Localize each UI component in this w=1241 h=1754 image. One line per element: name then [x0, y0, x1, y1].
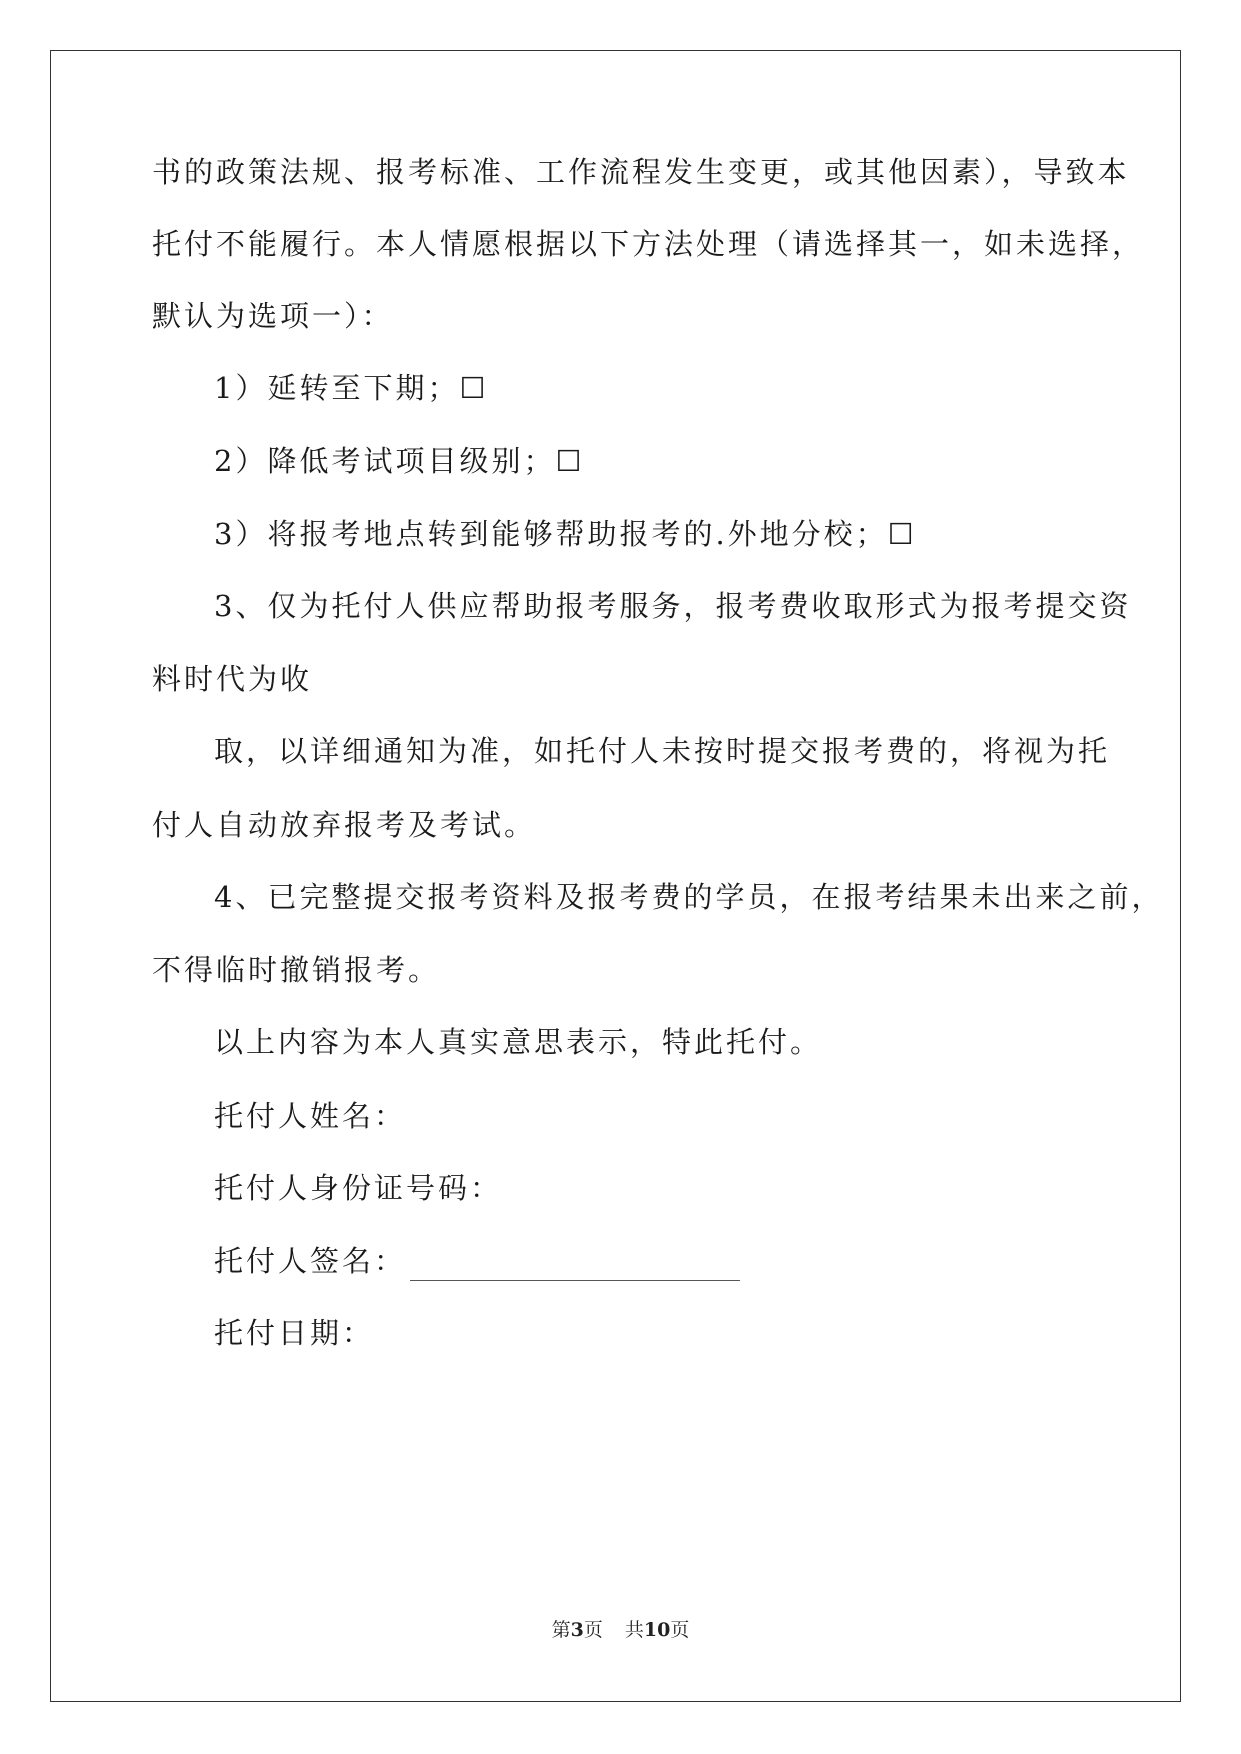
clause-4-line-1: 4、已完整提交报考资料及报考费的学员，在报考结果未出来之前， [214, 880, 1164, 914]
clause-3-line-2: 料时代为收 [152, 662, 313, 696]
footer-page-number: 3 [570, 1619, 584, 1641]
principal-signature-row [214, 1241, 740, 1281]
entrust-date-label: 托付日期： [214, 1316, 375, 1350]
text-line-3: 默认为选项一）： [152, 299, 394, 333]
declaration: 以上内容为本人真实意思表示，特此托付。 [214, 1025, 823, 1059]
clause-3-line-3: 取，以详细通知为准，如托付人未按时提交报考费的，将视为托 [214, 734, 1111, 768]
footer-total-prefix: 共 [624, 1619, 644, 1641]
clause-3-line-1: 3、仅为托付人供应帮助报考服务，报考费收取形式为报考提交资 [214, 589, 1132, 623]
clause-3-line-4: 付人自动放弃报考及考试。 [152, 808, 537, 842]
footer-total-unit: 页 [670, 1619, 690, 1641]
text-line-2: 托付不能履行。本人情愿根据以下方法处理（请选择其一，如未选择， [152, 227, 1145, 261]
principal-name-label: 托付人姓名： [214, 1099, 407, 1133]
option-1: 1）延转至下期；☐ [214, 371, 489, 405]
principal-id-label: 托付人身份证号码： [214, 1171, 503, 1205]
signature-underline [410, 1250, 740, 1281]
option-3: 3）将报考地点转到能够帮助报考的.外地分校；☐ [214, 517, 917, 551]
footer-prefix: 第 [551, 1619, 571, 1641]
option-2: 2）降低考试项目级别；☐ [214, 444, 585, 478]
footer-total-pages: 10 [643, 1619, 671, 1641]
footer-page-unit: 页 [583, 1619, 603, 1641]
clause-4-line-2: 不得临时撤销报考。 [152, 953, 441, 987]
text-line-1: 书的政策法规、报考标准、工作流程发生变更，或其他因素），导致本 [152, 155, 1130, 189]
page-footer [0, 1618, 1241, 1642]
principal-signature-label: 托付人签名： [214, 1244, 407, 1278]
